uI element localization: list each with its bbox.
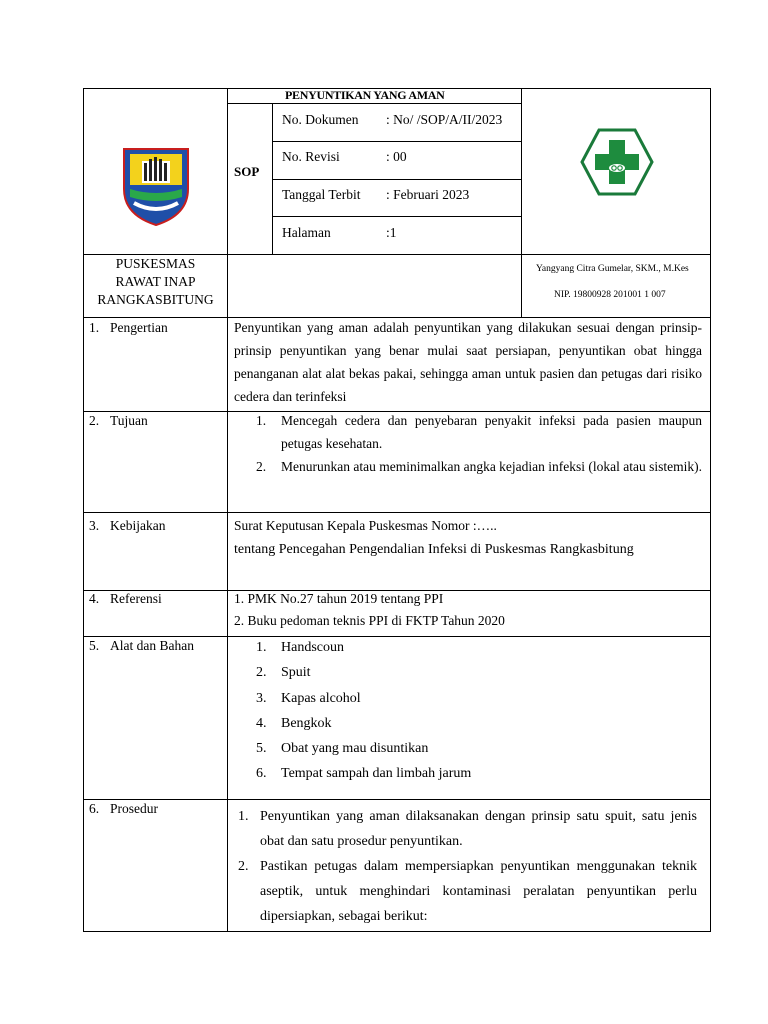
section-label-alat-dan-bahan: Alat dan Bahan [110, 638, 194, 653]
list-item [238, 854, 697, 929]
tujuan-list [256, 409, 702, 478]
section-label-tujuan: Tujuan [110, 413, 148, 428]
section-number: 2. [89, 413, 100, 428]
referensi-line-1: 1. PMK No.27 tahun 2019 tentang PPI [234, 591, 444, 606]
sop-label: SOP [234, 164, 260, 179]
org-line-3: RANGKASBITUNG [97, 292, 214, 307]
list-item-text: Penyuntikan yang aman dilaksanakan dengan prinsip satu spuit, satu jenis obat dan satu prosedur penyuntikan. [260, 809, 697, 849]
alat-list [256, 635, 696, 787]
field-label-no-revisi: No. Revisi [282, 149, 340, 164]
section-number: 3. [89, 518, 100, 533]
list-item [256, 635, 696, 660]
field-value-halaman: :1 [386, 225, 397, 240]
divider [227, 88, 228, 317]
list-number: 2. [256, 665, 267, 681]
puskesmas-logo [580, 128, 654, 196]
regency-shield-icon [120, 145, 192, 227]
pengertian-text: Penyuntikan yang aman adalah penyuntikan yang dilakukan sesuai dengan prinsip-prinsip penyuntikan yang benar mulai saat persiapan, penyuntikan obat hingga penanganan alat alat bekas pakai, sehingga aman untuk pasien dan petugas dari risiko cedera dan terinfeksi [234, 320, 702, 404]
org-line-2: RAWAT INAP [115, 274, 196, 289]
list-number: 6. [256, 766, 267, 782]
list-number: 1. [238, 809, 249, 824]
puskesmas-cross-icon [580, 128, 654, 196]
list-number: 2. [256, 459, 267, 474]
divider [272, 179, 521, 180]
field-label-tanggal-terbit: Tanggal Terbit [282, 187, 361, 202]
section-label-kebijakan: Kebijakan [110, 518, 166, 533]
document-title: PENYUNTIKAN YANG AMAN [285, 88, 445, 102]
referensi-line-2: 2. Buku pedoman teknis PPI di FKTP Tahun 2020 [234, 613, 505, 628]
divider [83, 799, 711, 800]
list-number: 3. [256, 690, 267, 706]
divider [227, 317, 228, 932]
list-item [256, 711, 696, 736]
section-label-pengertian: Pengertian [110, 320, 168, 335]
section-label-referensi: Referensi [110, 591, 162, 606]
list-item-text: Kapas alcohol [281, 690, 361, 706]
table-border-right [710, 88, 711, 932]
section-label-prosedur: Prosedur [110, 801, 158, 816]
field-value-no-dokumen: : No/ /SOP/A/II/2023 [386, 112, 503, 127]
section-number: 5. [89, 638, 100, 653]
org-name [84, 255, 227, 309]
list-number: 2. [238, 859, 249, 874]
kebijakan-line-1: Surat Keputusan Kepala Puskesmas Nomor :….. [234, 518, 497, 533]
signer-nip: NIP. 19800928 201001 1 007 [554, 290, 666, 300]
field-label-no-dokumen: No. Dokumen [282, 112, 359, 127]
kebijakan-line-2: tentang Pencegahan Pengendalian Infeksi di Puskesmas Rangkasbitung [234, 542, 634, 557]
list-number: 5. [256, 741, 267, 757]
field-value-no-revisi: : 00 [386, 149, 407, 164]
list-item-text: Handscoun [281, 640, 344, 655]
section-number: 1. [89, 320, 100, 335]
list-item [256, 761, 696, 786]
divider [521, 88, 522, 317]
org-line-1: PUSKESMAS [115, 256, 196, 271]
list-item [256, 736, 696, 761]
list-number: 1. [256, 640, 267, 655]
list-item-text: Tempat sampah dan limbah jarum [281, 766, 472, 782]
table-border-left [83, 88, 84, 932]
list-item [256, 686, 696, 711]
list-item [256, 409, 702, 455]
list-number: 4. [256, 715, 267, 731]
list-item-text: Obat yang mau disuntikan [281, 741, 429, 757]
list-item [238, 804, 697, 854]
divider [272, 141, 521, 142]
section-number: 6. [89, 801, 100, 816]
list-number: 1. [256, 413, 267, 428]
list-item-text: Menurunkan atau meminimalkan angka kejadian infeksi (lokal atau sistemik). [281, 459, 702, 474]
list-item-text: Spuit [281, 665, 311, 681]
section-number: 4. [89, 591, 100, 606]
table-border-bottom [83, 931, 711, 932]
list-item [256, 660, 696, 685]
divider [83, 512, 711, 513]
prosedur-list [238, 804, 697, 929]
list-item-text: Mencegah cedera dan penyebaran penyakit infeksi pada pasien maupun petugas kesehatan. [281, 413, 702, 451]
list-item-text: Pastikan petugas dalam mempersiapkan penyuntikan menggunakan teknik aseptik, untuk menghindari kontaminasi peralatan penyuntikan perlu dipersiapkan, sebagai berikut: [260, 859, 697, 924]
field-label-halaman: Halaman [282, 225, 331, 240]
list-item-text: Bengkok [281, 715, 332, 731]
divider [272, 216, 521, 217]
list-item [256, 455, 702, 478]
signer-name: Yangyang Citra Gumelar, SKM., M.Kes [536, 264, 689, 274]
regency-logo [120, 145, 192, 227]
field-value-tanggal-terbit: : Februari 2023 [386, 187, 470, 202]
